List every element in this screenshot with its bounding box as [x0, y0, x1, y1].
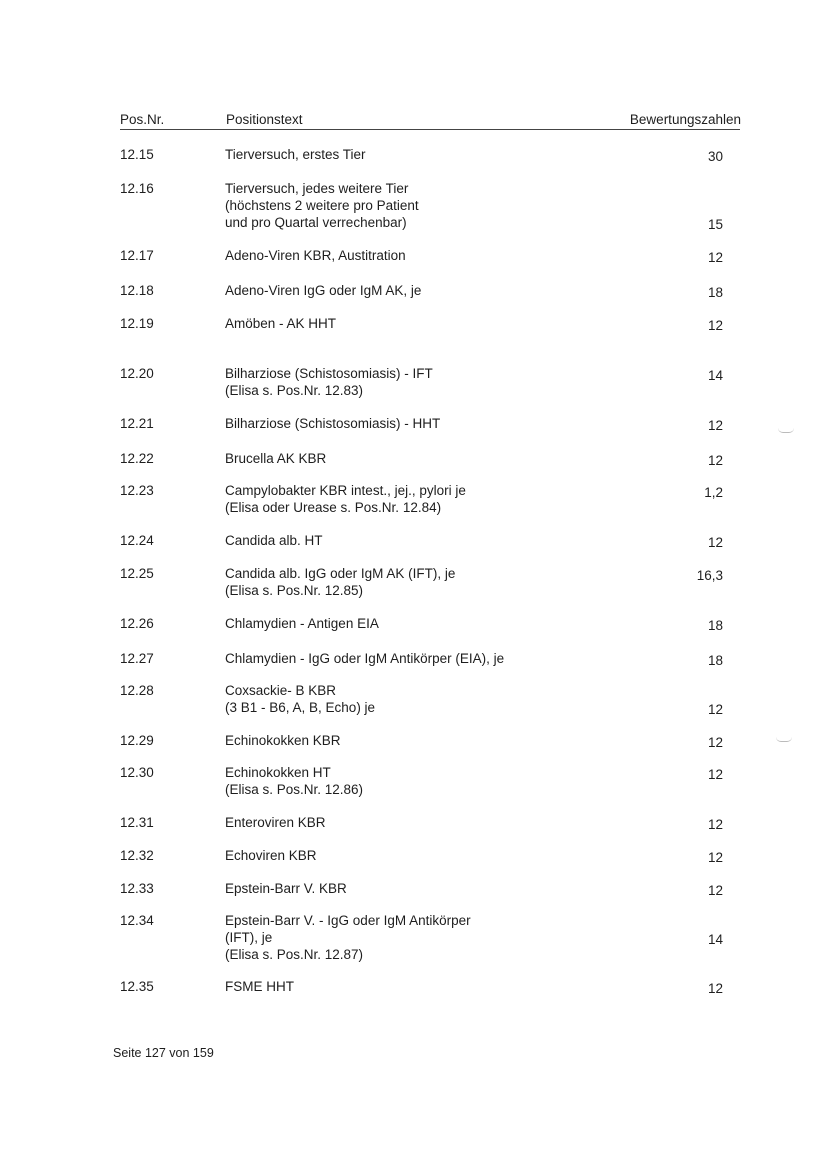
position-number: 12.26 [120, 616, 154, 631]
position-number: 12.28 [120, 683, 154, 698]
position-text-line: Coxsackie- B KBR [225, 683, 337, 698]
position-text [225, 732, 665, 749]
position-number: 12.17 [120, 248, 154, 263]
position-text [225, 764, 665, 798]
position-text-line: Echoviren KBR [225, 848, 317, 863]
rating-value: 14 [707, 932, 723, 947]
rating-value: 18 [707, 618, 723, 633]
scan-mark [776, 737, 792, 742]
position-text [225, 415, 665, 432]
rating-value: 14 [707, 368, 723, 383]
rating-value: 12 [707, 817, 723, 832]
position-text [225, 482, 665, 516]
position-text-line: Amöben - AK HHT [225, 316, 337, 331]
position-number: 12.23 [120, 483, 154, 498]
position-text-line: Candida alb. IgG oder IgM AK (IFT), je [225, 566, 456, 581]
position-text-line: Candida alb. HT [225, 533, 323, 548]
scan-mark [778, 428, 794, 433]
position-text-line: Adeno-Viren IgG oder IgM AK, je [225, 283, 422, 298]
position-number: 12.24 [120, 533, 154, 548]
rating-value: 18 [707, 653, 723, 668]
position-number: 12.18 [120, 283, 154, 298]
position-text [225, 615, 665, 632]
position-text-line: Epstein-Barr V. KBR [225, 881, 347, 896]
position-text [225, 146, 665, 163]
position-text [225, 978, 665, 995]
rating-value: 12 [707, 767, 723, 782]
rating-value: 12 [707, 418, 723, 433]
position-number: 12.25 [120, 566, 154, 581]
position-text [225, 650, 665, 667]
position-text-line: Bilharziose (Schistosomiasis) - HHT [225, 416, 441, 431]
position-text-line: (IFT), je [225, 930, 273, 945]
position-text [225, 180, 665, 231]
rating-value: 15 [707, 217, 723, 232]
position-text-line: und pro Quartal verrechenbar) [225, 215, 407, 230]
position-text-line: Echinokokken KBR [225, 733, 341, 748]
position-text [225, 532, 665, 549]
position-number: 12.35 [120, 979, 154, 994]
rating-value: 18 [707, 285, 723, 300]
position-text-line: (Elisa s. Pos.Nr. 12.83) [225, 383, 364, 398]
header-pos-nr: Pos.Nr. [120, 112, 165, 127]
position-text-line: Campylobakter KBR intest., jej., pylori je [225, 483, 466, 498]
position-text [225, 565, 665, 599]
rating-value: 1,2 [704, 485, 723, 500]
page-number: Seite 127 von 159 [113, 1046, 214, 1060]
position-number: 12.15 [120, 147, 154, 162]
position-number: 12.21 [120, 416, 154, 431]
header-bewertungszahlen: Bewertungszahlen [629, 112, 741, 127]
position-number: 12.34 [120, 913, 154, 928]
position-text-line: Brucella AK KBR [225, 451, 327, 466]
rating-value: 12 [707, 735, 723, 750]
rating-value: 12 [707, 883, 723, 898]
rating-value: 12 [707, 535, 723, 550]
position-text [225, 814, 665, 831]
rating-value: 30 [707, 149, 723, 164]
position-text-line: Adeno-Viren KBR, Austitration [225, 248, 406, 263]
rating-value: 12 [707, 702, 723, 717]
position-number: 12.31 [120, 815, 154, 830]
position-text [225, 315, 665, 332]
header-positionstext: Positionstext [226, 112, 303, 127]
position-text-line: (höchstens 2 weitere pro Patient [225, 198, 419, 213]
rating-value: 12 [707, 250, 723, 265]
position-text-line: Echinokokken HT [225, 765, 331, 780]
position-text-line: Chlamydien - Antigen EIA [225, 616, 379, 631]
position-number: 12.22 [120, 451, 154, 466]
position-text [225, 912, 665, 963]
position-text-line: (Elisa s. Pos.Nr. 12.86) [225, 782, 364, 797]
position-number: 12.27 [120, 651, 154, 666]
position-number: 12.32 [120, 848, 154, 863]
rating-value: 16,3 [696, 568, 723, 583]
position-number: 12.33 [120, 881, 154, 896]
position-text-line: Enteroviren KBR [225, 815, 326, 830]
header-rule [120, 129, 740, 130]
position-text [225, 682, 665, 716]
rating-value: 12 [707, 850, 723, 865]
position-text [225, 365, 665, 399]
position-text-line: (Elisa oder Urease s. Pos.Nr. 12.84) [225, 500, 442, 515]
position-text [225, 247, 665, 264]
rating-value: 12 [707, 318, 723, 333]
position-text [225, 880, 665, 897]
position-text-line: Epstein-Barr V. - IgG oder IgM Antikörper [225, 913, 471, 928]
position-text-line: Tierversuch, jedes weitere Tier [225, 181, 409, 196]
position-text-line: FSME HHT [225, 979, 294, 994]
position-number: 12.20 [120, 366, 154, 381]
position-text-line: (3 B1 - B6, A, B, Echo) je [225, 700, 376, 715]
rating-value: 12 [707, 453, 723, 468]
position-number: 12.29 [120, 733, 154, 748]
position-text-line: Bilharziose (Schistosomiasis) - IFT [225, 366, 433, 381]
position-text-line: (Elisa s. Pos.Nr. 12.85) [225, 583, 364, 598]
rating-value: 12 [707, 981, 723, 996]
position-text [225, 282, 665, 299]
position-number: 12.19 [120, 316, 154, 331]
position-number: 12.16 [120, 181, 154, 196]
position-text-line: Tierversuch, erstes Tier [225, 147, 366, 162]
position-text-line: (Elisa s. Pos.Nr. 12.87) [225, 947, 364, 962]
position-text-line: Chlamydien - IgG oder IgM Antikörper (EIA), je [225, 651, 505, 666]
position-text [225, 847, 665, 864]
position-text [225, 450, 665, 467]
position-number: 12.30 [120, 765, 154, 780]
